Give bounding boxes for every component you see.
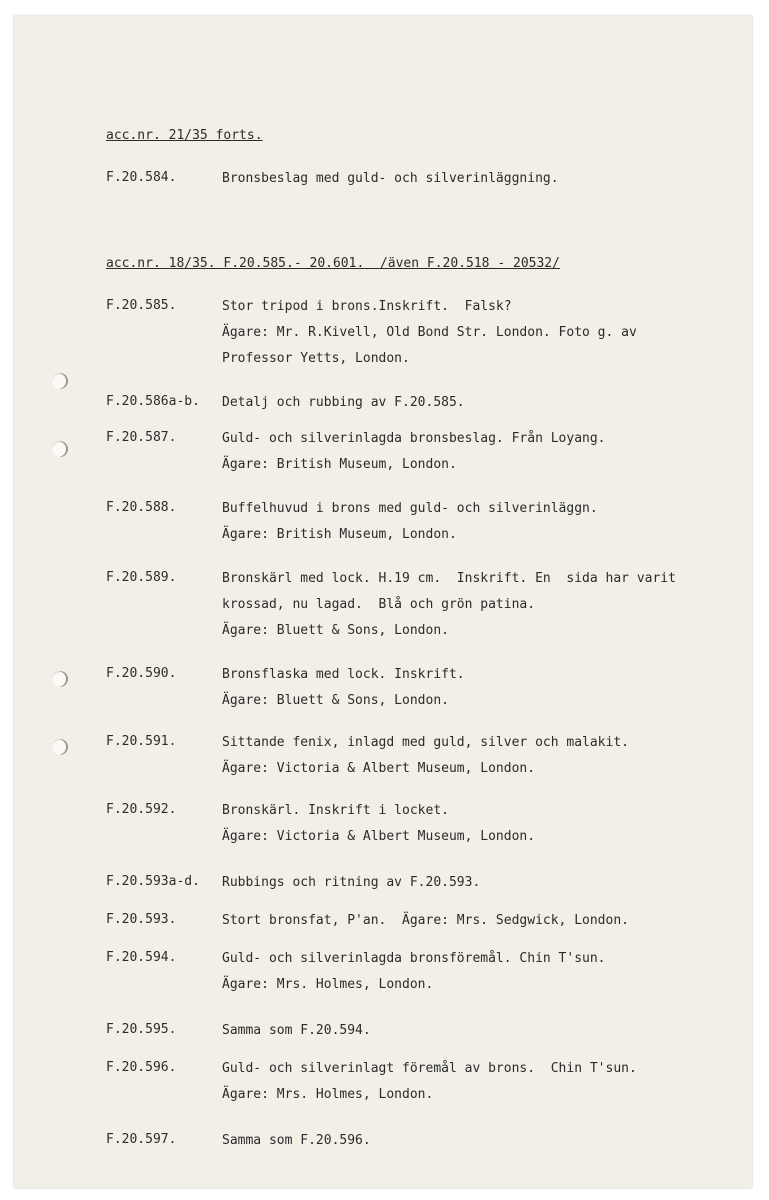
entry-description-line: Ägare: Mrs. Holmes, London. [222,1087,434,1102]
entry-description-line: Ägare: Victoria & Albert Museum, London. [222,829,536,844]
entry-description-line: Ägare: Mrs. Holmes, London. [222,977,434,992]
section-heading-note: /även F.20.518 - 20532/ [379,256,560,271]
catalog-entry [106,874,726,900]
entry-description-line: Ägare: British Museum, London. [222,457,457,472]
entry-description-line: Bronsflaska med lock. Inskrift. [222,667,465,682]
entry-number: F.20.589. [106,570,177,585]
punch-hole [52,671,68,687]
entry-description-line: Bronsbeslag med guld- och silverinläggning. [222,171,559,186]
entry-description-line: Ägare: Victoria & Albert Museum, London. [222,761,536,776]
catalog-entry [106,430,726,482]
entry-number: F.20.593. [106,912,177,927]
entry-description-line: krossad, nu lagad. Blå och grön patina. [222,597,536,612]
entry-number: F.20.592. [106,802,177,817]
entry-description-line: Guld- och silverinlagt föremål av brons. Chin T'sun. [222,1061,637,1076]
entry-description-line: Samma som F.20.596. [222,1133,371,1148]
entry-description-line: Stor tripod i brons.Inskrift. Falsk? [222,299,512,314]
entry-description-line: Sittande fenix, inlagd med guld, silver och malakit. [222,735,629,750]
punch-hole [52,373,68,389]
entry-description-line: Ägare: Mr. R.Kivell, Old Bond Str. London. Foto g. av [222,325,637,340]
entry-description-line: Rubbings och ritning av F.20.593. [222,875,481,890]
entry-description-line: Bronskärl med lock. H.19 cm. Inskrift. En sida har varit [222,571,676,586]
entry-description-line: Stort bronsfat, P'an. Ägare: Mrs. Sedgwick, London. [222,913,629,928]
entry-description-line: Guld- och silverinlagda bronsbeslag. Från Loyang. [222,431,606,446]
catalog-entry [106,298,726,376]
entry-number: F.20.584. [106,170,177,185]
catalog-entry [106,500,726,552]
catalog-entry [106,666,726,718]
entry-description-line: Guld- och silverinlagda bronsföremål. Chin T'sun. [222,951,606,966]
entry-number: F.20.585. [106,298,177,313]
catalog-entry [106,1022,726,1048]
catalog-entry [106,912,726,938]
catalog-entry [106,1060,726,1112]
section [106,256,726,1148]
punch-hole [52,441,68,457]
entry-description-line: Ägare: Bluett & Sons, London. [222,693,449,708]
catalog-entry [106,802,726,854]
entry-number: F.20.597. [106,1132,177,1147]
section-heading-text: acc.nr. 18/35. F.20.585.- 20.601. [106,256,365,271]
entry-description-line: Detalj och rubbing av F.20.585. [222,395,465,410]
catalog-entry [106,950,726,1002]
entry-number: F.20.593a-d. [106,874,200,889]
entry-description-line: Buffelhuvud i brons med guld- och silverinläggn. [222,501,598,516]
entry-description-line: Bronskärl. Inskrift i locket. [222,803,449,818]
entry-number: F.20.590. [106,666,177,681]
section-heading-text: acc.nr. 21/35 forts. [106,128,263,143]
section-heading [106,256,726,278]
entry-number: F.20.586a-b. [106,394,200,409]
punch-hole [52,739,68,755]
entry-description-line: Professor Yetts, London. [222,351,410,366]
entry-description-line: Samma som F.20.594. [222,1023,371,1038]
section [106,128,726,186]
entry-number: F.20.587. [106,430,177,445]
entry-number: F.20.588. [106,500,177,515]
entry-description-line: Ägare: Bluett & Sons, London. [222,623,449,638]
entry-number: F.20.595. [106,1022,177,1037]
catalog-entry [106,1132,726,1158]
entry-description-line: Ägare: British Museum, London. [222,527,457,542]
catalog-entry [106,394,726,420]
catalog-entry [106,170,726,196]
entry-number: F.20.594. [106,950,177,965]
entry-number: F.20.591. [106,734,177,749]
catalog-entry [106,734,726,786]
entry-number: F.20.596. [106,1060,177,1075]
catalog-entry [106,570,726,648]
section-heading [106,128,726,150]
